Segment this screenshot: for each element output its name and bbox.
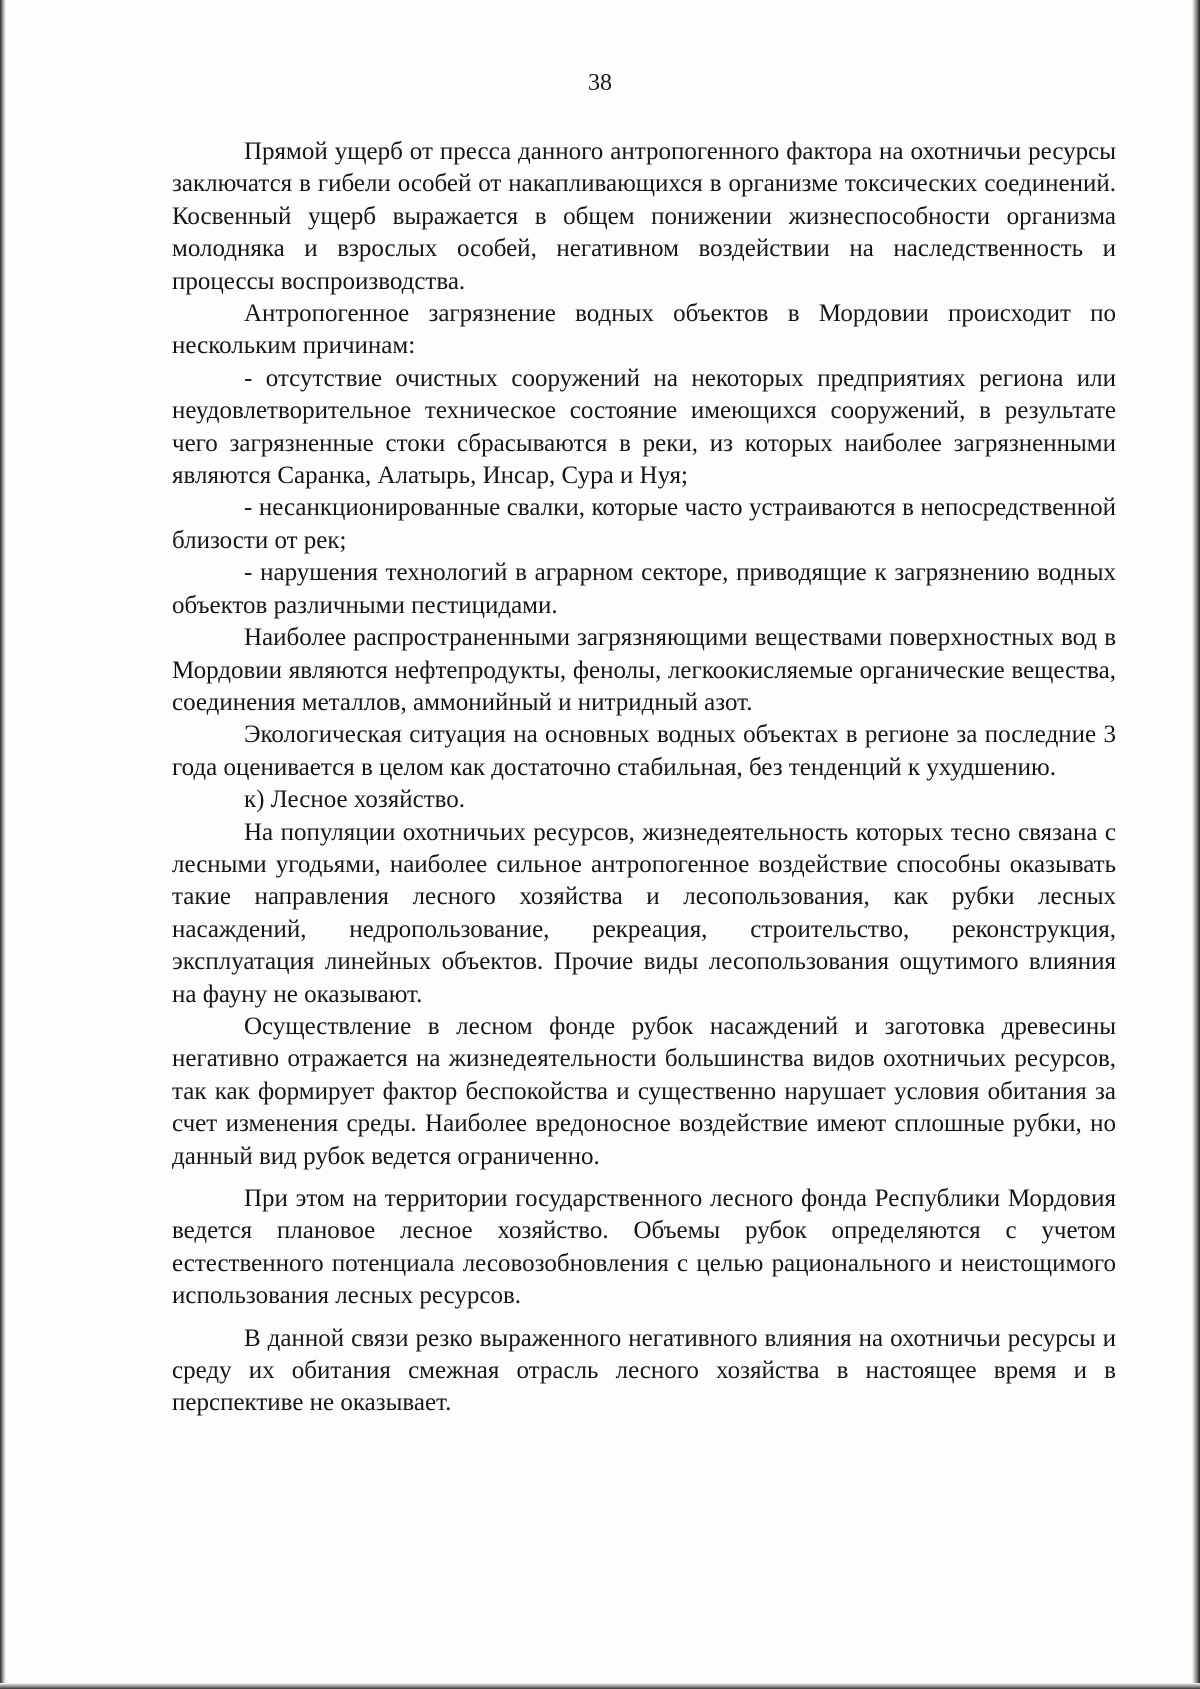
section-heading-forestry: к) Лесное хозяйство.	[244, 786, 466, 814]
paragraph-logging: Осуществление в лесном фонде рубок насаждений и заготовка древесины негативно отражается на жизнедеятельности большинства видов охотничьих ресурсов, так как формирует фактор беспокойства и существенно нарушает условия обитания за счет изменения среды. Наиболее вредоносное воздействие имеют сплошные рубки, но данный вид рубок ведется ограниченно.	[172, 1012, 1116, 1170]
paragraph-planned-forestry: При этом на территории государственного лесного фонда Республики Мордовия ведется плановое лесное хозяйство. Объемы рубок определяются с учетом естественного потенциала лесовозобновления с целью рационального и неистощимого использования лесных ресурсов.	[172, 1185, 1116, 1310]
paragraph-direct-damage: Прямой ущерб от пресса данного антропогенного фактора на охотничьи ресурсы заключатся в гибели особей от накапливающихся в организме токсических соединений. Косвенный ущерб выражается в общем понижении жизнеспособности организма молодняка и взрослых особей, негативном воздействии на наследственность и процессы воспроизводства.	[172, 138, 1116, 295]
scan-edge-right	[1192, 0, 1200, 1689]
paragraph-ecological-situation: Экологическая ситуация на основных водных объектах в регионе за последние 3 года оценивается в целом как достаточно стабильная, без тенденций к ухудшению.	[172, 721, 1116, 781]
list-item-agriculture: - нарушения технологий в аграрном секторе, приводящие к загрязнению водных объектов различными пестицидами.	[172, 559, 1116, 619]
list-item-illegal-dumps: - несанкционированные свалки, которые часто устраиваются в непосредственной близости от рек;	[172, 494, 1116, 554]
paragraph-forestry-impact: На популяции охотничьих ресурсов, жизнедеятельность которых тесно связана с лесными угодьями, наиболее сильное антропогенное воздействие способны оказывать такие направления лесного хозяйства и лесопользования, как рубки лесных насаждений, недропользование, рекреация, строительство, реконструкция, эксплуатация линейных объектов. Прочие виды лесопользования ощутимого влияния на фауну не оказывают.	[172, 818, 1116, 1008]
page-number: 38	[588, 70, 612, 96]
scan-edge-bottom	[0, 1683, 1200, 1689]
document-body	[172, 136, 1116, 1420]
paragraph-water-pollution-intro: Антропогенное загрязнение водных объектов в Мордовии происходит по нескольким причинам:	[172, 300, 1116, 360]
list-item-treatment-facilities: - отсутствие очистных сооружений на некоторых предприятиях региона или неудовлетворительное техническое состояние имеющихся сооружений, в результате чего загрязненные стоки сбрасываются в реки, из которых наиболее загрязненными являются Саранка, Алатырь, Инсар, Сура и Нуя;	[172, 364, 1116, 490]
scan-edge-left	[0, 0, 6, 1689]
paragraph-pollutants: Наиболее распространенными загрязняющими веществами поверхностных вод в Мордовии являются нефтепродукты, фенолы, легкоокисляемые органические вещества, соединения металлов, аммонийный и нитридный азот.	[172, 624, 1116, 716]
paragraph-conclusion: В данной связи резко выраженного негативного влияния на охотничьи ресурсы и среду их обитания смежная отрасль лесного хозяйства в настоящее время и в перспективе не оказывает.	[172, 1324, 1116, 1417]
